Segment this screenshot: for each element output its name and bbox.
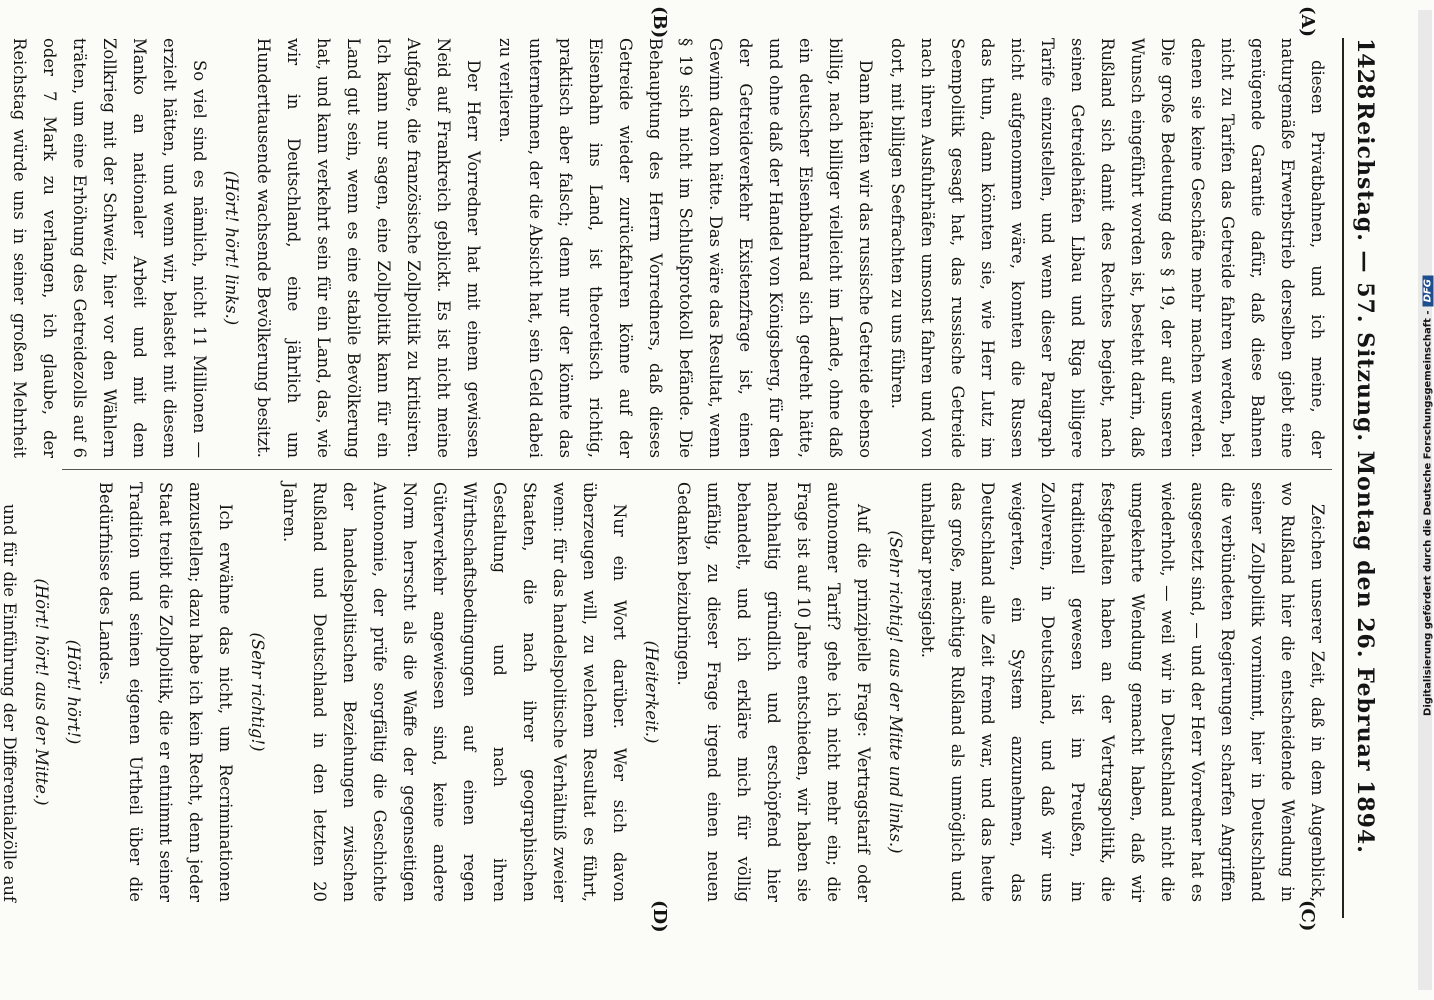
interjection: (Sehr richtig! aus der Mitte und links.)	[886, 530, 905, 854]
margin-mark-d: (D)	[649, 900, 670, 933]
paragraph: Der Herr Vorredner hat mit einem gewissen Neid auf Frankreich geblickt. Es ist nicht meine Aufgabe, die französische Zollpolitik zu kritisiren. Ich kann nur sagen, eine Zollpolitik kann für ein Land gut sein, wenn es eine stabile Bevölkerung hat, und kann verkehrt sein für ein Land, das, wie wir in Deutschland, eine jährlich um Hunderttausende wachsende Bevölkerung besitzt.	[254, 38, 483, 458]
paragraph: So viel sind es nämlich, nicht 11 Millionen — erzielt hätten, und wenn wir, belastet mit diesem Manko an nationaler Arbeit und mit dem Zollkrieg mit der Schweiz, hier vor den Wählern träten, um eine Erhöhung des Getreidezolls auf 6 oder 7 Mark zu verlangen, ich glaube, der Reichstag würde uns in seiner großen Mehrheit	[10, 38, 209, 458]
page-header	[1346, 38, 1386, 918]
paragraph: diesen Privatbahnen, und ich meine, der naturgemäße Erwerbstrieb derselben giebt eine genügende Garantie dafür, daß diese Bahnen nicht zu Tarifen das Getreide fahren werden, bei denen sie keine Geschäfte mehr machen werden. Die große Bedeutung des § 19, der auf unseren Wunsch eingeführt worden ist, besteht darin, daß Rußland sich damit des Rechtes begiebt, nach seinen Getreidehäfen Libau und Riga billigere Tarife einzustellen, und wenn dieser Paragraph nicht aufgenommen wäre, konnten die Russen das thun, dann könnten sie, wie Herr Lutz im Seempolitik gesagt hat, das russische Getreide nach ihren Ausfuhrhäfen umsonst fahren und von dort, mit billigen Seefrachten zu uns führen.	[888, 38, 1327, 458]
interjection: (Hört! hört! links.)	[222, 170, 241, 326]
margin-mark-a: (A)	[1297, 6, 1318, 37]
interjection: (Heiterkeit.)	[642, 640, 661, 744]
right-text-column	[0, 482, 1332, 902]
margin-mark-b: (B)	[649, 6, 670, 39]
margin-mark-c: (C)	[1297, 900, 1318, 932]
note-text: Digitalisierung gefördert durch die Deutsche Forschungsgemeinschaft -	[1422, 310, 1434, 716]
paragraph: Auf die prinzipielle Frage: Vertragstarif oder autonomer Tarif? gehe ich nicht mehr ein; die Frage ist auf 10 Jahre entschieden, wir haben sie nachhaltig gründlich und erschöpfend hier behandelt, und ich erkläre mich für völlig unfähig, zu dieser Frage irgend einen neuen Gedanken beizubringen.	[674, 482, 873, 902]
interjection: (Hört! hört!)	[64, 639, 83, 745]
header-rule	[1342, 38, 1344, 918]
digitization-text	[1423, 16, 1434, 976]
paragraph: und für die Einführung der Differentialzölle auf	[0, 504, 19, 902]
paragraph: Nur ein Wort darüber. Wer sich davon überzeugen will, zu welchem Resultat es führt, wenn: für das handelspolitische Verhältniß zweier Staaten, die nach ihrer geographischen Gestaltung und nach ihren Wirthschaftsbedingungen auf einen regen Güterverkehr angewiesen sind, keine andere Norm herrscht als die Waffe der gegenseitigen Autonomie, der prüfe sorgfältig die Geschichte der handelspolitischen Beziehungen zwischen Rußland und Deutschland in den letzten 20 Jahren.	[280, 482, 629, 902]
page-title: Reichstag. — 57. Sitzung. Montag den 26. Februar 1894.	[1352, 102, 1378, 854]
paragraph: Dann hätten wir das russische Getreide ebenso billig, nach billiger vielleicht im Lande, ohne daß ein deutscher Eisenbahnrad sich gedreht hätte, und ohne daß der Handel von Königsberg, für den der Getreideverkehr Existenzfrage ist, einen Gewinn davon hätte. Das wäre das Resultat, wenn § 19 sich nicht im Schlußprotokoll befände. Die Behauptung des Herrn Vorredners, daß dieses Getreide wieder zurückfahren könne auf der Eisenbahn ins Land, ist theoretisch richtig, praktisch aber falsch; denn nur der könnte das unternehmen, der die Absicht hat, sein Geld dabei zu verlieren.	[496, 38, 875, 458]
left-text-column	[10, 38, 1332, 458]
column-divider	[62, 469, 1332, 470]
paragraph: Zeichen unserer Zeit, daß in dem Augenblick, wo Rußland hier die entscheidende Wendung in seiner Zollpolitik vornimmt, hier in Deutschland die verbündeten Regierungen scharfen Angriffen ausgesetzt sind, — und der Herr Vorredner hat es wiederholt, — weil wir in Deutschland nicht die umgekehrte Wendung gemacht haben, daß wir festgehalten haben an der Vertragspolitik, die traditionell gewesen ist im Preußen, im Zollverein, in Deutschland, und daß wir uns weigerten, ein System anzunehmen, das Deutschland alle Zeit fremd war, und das heute das große, mächtige Rußland als unmöglich und unhaltbar preisgiebt.	[918, 482, 1327, 902]
interjection: (Sehr richtig!)	[248, 632, 267, 752]
digitization-note	[1418, 10, 1432, 990]
page-number: 1428	[1352, 38, 1378, 100]
dfg-logo: DFG	[1423, 275, 1434, 306]
paragraph: Ich erwähne das nicht, um Recriminationen anzustellen; dazu habe ich kein Recht, denn jeder Staat treibt die Zollpolitik, die er entnimmt seiner Tradition und seinen eigenen Urtheil über die Bedürfnisse des Landes.	[96, 482, 235, 902]
interjection: (Hört! hört! aus der Mitte.)	[32, 578, 51, 806]
